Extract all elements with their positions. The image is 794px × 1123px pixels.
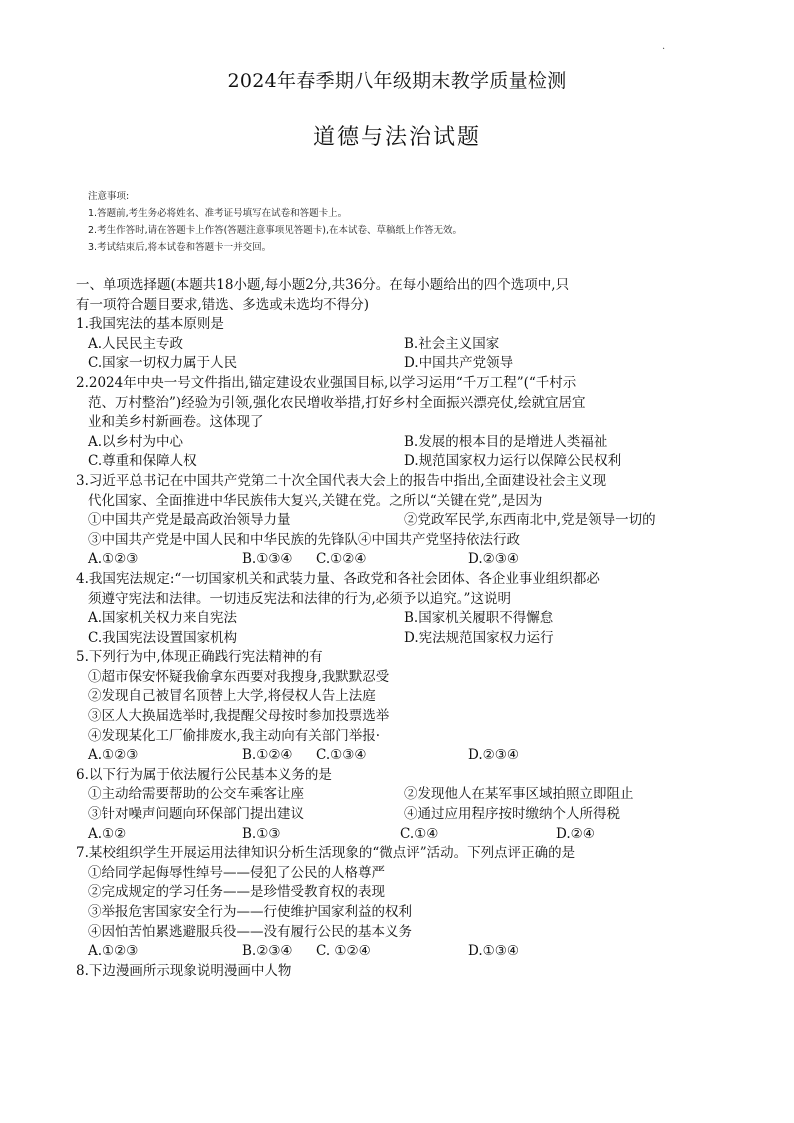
question-1-options-ab	[76, 335, 706, 355]
option-a[interactable]: A.①②③	[88, 943, 139, 960]
option-d[interactable]: D.①③④	[468, 943, 519, 960]
question-3-stem-cont: 代化国家、全面推进中华民族伟大复兴,关键在党。之所以“关键在党”,是因为	[88, 492, 543, 509]
option-d[interactable]: D.中国共产党领导	[404, 355, 514, 372]
statement-1: ①中国共产党是最高政治领导力量	[88, 512, 291, 529]
question-2-options-ab	[76, 433, 706, 453]
question-body	[76, 276, 706, 981]
question-6-stem: 6.以下行为属于依法履行公民基本义务的是	[76, 766, 332, 783]
question-2-options-cd	[76, 452, 706, 472]
question-4-options-ab	[76, 609, 706, 629]
option-a[interactable]: A.人民民主专政	[88, 335, 184, 352]
option-a[interactable]: A.①②③	[88, 747, 139, 764]
statement-1: ①超市保安怀疑我偷拿东西要对我搜身,我默默忍受	[88, 668, 390, 685]
question-5-options	[76, 746, 706, 766]
section-instructions: 一、单项选择题(本题共18小题,每小题2分,共36分。在每小题给出的四个选项中,只	[76, 277, 570, 293]
section-instructions-cont: 有一项符合题目要求,错选、多选或未选均不得分)	[76, 296, 370, 313]
question-4-stem-cont: 须遵守宪法和法律。一切违反宪法和法律的行为,必须予以追究。”这说明	[88, 590, 511, 607]
option-b[interactable]: B.社会主义国家	[404, 335, 500, 352]
option-b[interactable]: B.发展的根本目的是增进人类福祉	[404, 433, 608, 450]
option-b[interactable]: B.①③	[242, 825, 281, 842]
option-c[interactable]: C.尊重和保障人权	[88, 453, 197, 470]
question-7-options	[76, 942, 706, 962]
statement-1: ①给同学起侮辱性绰号——侵犯了公民的人格尊严	[88, 864, 385, 881]
statement-2: ②发现自己被冒名顶替上大学,将侵权人告上法庭	[88, 688, 376, 705]
statement-3: ③针对噪声问题向环保部门提出建议	[88, 806, 304, 823]
statement-2: ②党政军民学,东西南北中,党是领导一切的	[404, 512, 656, 529]
option-c[interactable]: C.我国宪法设置国家机构	[88, 629, 238, 646]
statement-4: ④因怕苦怕累逃避服兵役——没有履行公民的基本义务	[88, 923, 412, 940]
question-2-stem-cont: 范、万村整治”)经验为引领,强化农民增收举措,打好乡村全面振兴漂亮仗,绘就宜居宜	[88, 394, 586, 411]
notes-heading: 注意事项:	[88, 191, 130, 202]
statement-2: ②发现他人在某军事区域拍照立即阻止	[404, 786, 634, 803]
question-6-statements-34	[76, 805, 706, 825]
question-3-statements-12	[76, 511, 706, 531]
question-8-stem: 8.下边漫画所示现象说明漫画中人物	[76, 962, 292, 979]
question-4-options-cd	[76, 629, 706, 649]
option-c[interactable]: C.①④	[400, 825, 439, 842]
option-d[interactable]: D.②③④	[468, 747, 519, 764]
option-c[interactable]: C. ①②④	[316, 943, 371, 960]
option-b[interactable]: B.国家机关履职不得懈怠	[404, 610, 554, 627]
option-c[interactable]: C.①②④	[316, 551, 367, 568]
option-d[interactable]: D.②④	[556, 825, 595, 842]
notes-item: 2.考生作答时,请在答题卡上作答(答题注意事项见答题卡),在本试卷、草稿纸上作答无效。	[88, 225, 463, 236]
question-1-options-cd	[76, 354, 706, 374]
option-a[interactable]: A.①②	[88, 825, 127, 842]
option-c[interactable]: C.①③④	[316, 747, 367, 764]
statement-4: ④通过应用程序按时缴纳个人所得税	[404, 806, 620, 823]
option-d[interactable]: D.宪法规范国家权力运行	[404, 629, 554, 646]
option-b[interactable]: B.①②④	[242, 747, 293, 764]
option-a[interactable]: A.国家机关权力来自宪法	[88, 610, 238, 627]
option-a[interactable]: A.以乡村为中心	[88, 433, 184, 450]
option-d[interactable]: D.规范国家权力运行以保障公民权利	[404, 453, 622, 470]
question-2-stem-cont: 业和美乡村新画卷。这体现了	[88, 414, 264, 431]
option-b[interactable]: B.②③④	[242, 943, 293, 960]
exam-title: 2024年春季期八年级期末教学质量检测	[227, 70, 567, 92]
notes-item: 3.考试结束后,将本试卷和答题卡一并交回。	[88, 242, 272, 253]
question-7-stem: 7.某校组织学生开展运用法律知识分析生活现象的“微点评”活动。下列点评正确的是	[76, 845, 576, 862]
corner-mark: ·	[662, 44, 666, 55]
question-3-stem: 3.习近平总书记在中国共产党第二十次全国代表大会上的报告中指出,全面建设社会主义现	[76, 472, 607, 489]
question-3-options	[76, 550, 706, 570]
question-1-stem: 1.我国宪法的基本原则是	[76, 316, 224, 333]
statement-2: ②完成规定的学习任务——是珍惜受教育权的表现	[88, 884, 385, 901]
statement-4: ④发现某化工厂偷排废水,我主动向有关部门举报·	[88, 727, 381, 744]
question-3-statements-34: ③中国共产党是中国人民和中华民族的先锋队④中国共产党坚持依法行政	[88, 531, 520, 548]
option-d[interactable]: D.②③④	[468, 551, 519, 568]
statement-3: ③区人大换届选举时,我提醒父母按时参加投票选举	[88, 708, 390, 725]
notes-item: 1.答题前,考生务必将姓名、准考证号填写在试卷和答题卡上。	[88, 208, 348, 219]
exam-subject-title: 道德与法治试题	[312, 125, 481, 150]
question-6-statements-12	[76, 785, 706, 805]
exam-notes	[88, 188, 462, 256]
option-a[interactable]: A.①②③	[88, 551, 139, 568]
question-2-stem: 2.2024年中央一号文件指出,锚定建设农业强国目标,以学习运用“千万工程”(“千村示	[76, 374, 577, 391]
question-5-stem: 5.下列行为中,体现正确践行宪法精神的有	[76, 649, 323, 666]
option-b[interactable]: B.①③④	[242, 551, 293, 568]
statement-1: ①主动给需要帮助的公交车乘客让座	[88, 786, 304, 803]
statement-3: ③举报危害国家安全行为——行使维护国家利益的权利	[88, 904, 412, 920]
question-6-options	[76, 825, 706, 845]
option-c[interactable]: C.国家一切权力属于人民	[88, 355, 238, 372]
question-4-stem: 4.我国宪法规定:“一切国家机关和武装力量、各政党和各社会团体、各企业事业组织都必	[76, 570, 600, 587]
